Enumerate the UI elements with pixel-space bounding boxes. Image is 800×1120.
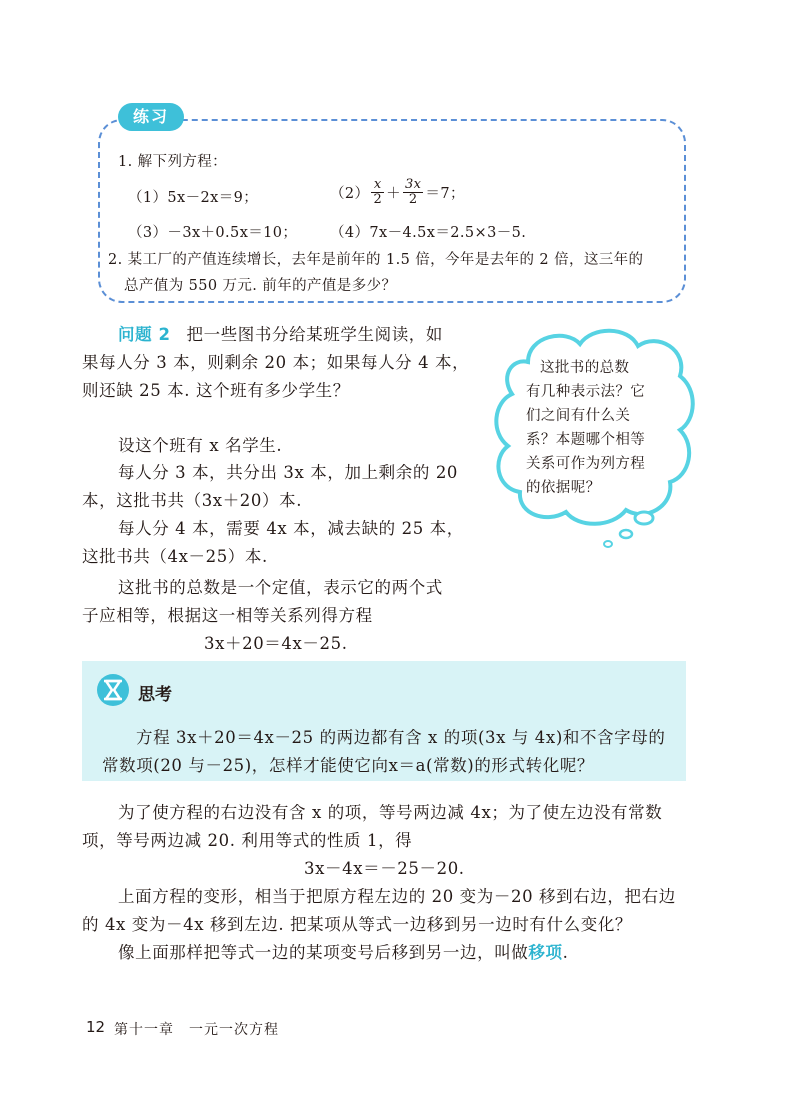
body-p3-prefix: 像上面那样把等式一边的某项变号后移到另一边，叫做 [118, 943, 529, 962]
solution-line5: 这批书共（4x－25）本. [82, 547, 268, 566]
solution-equation: 3x＋20＝4x－25. [204, 634, 348, 653]
eq2-fraction-2 [403, 178, 423, 207]
practice-eq1: （1）5x－2x＝9； [128, 190, 259, 206]
cloud-bubble-3 [604, 541, 612, 547]
cloud-line1: 这批书的总数 [540, 360, 630, 376]
eq2-prefix: （2） [330, 186, 370, 202]
problem2-line1 [118, 321, 443, 345]
eq2-frac1-den: 2 [373, 192, 383, 207]
practice-eq3: （3）－3x＋0.5x＝10； [128, 225, 298, 241]
body-p2-line1: 上面方程的变形，相当于把原方程左边的 20 变为－20 移到右边，把右边 [118, 887, 676, 906]
think-title: 思考 [138, 685, 172, 705]
body-equation2: 3x－4x＝－25－20. [304, 859, 465, 878]
think-line1: 方程 3x＋20＝4x－25 的两边都有含 x 的项(3x 与 4x)和不含字母的 [136, 728, 666, 747]
eq2-frac2-den: 2 [408, 192, 418, 207]
eq2-suffix: ＝7； [425, 186, 465, 202]
problem2-line1-text: 把一些图书分给某班学生阅读，如 [186, 325, 443, 344]
body-p1-line1: 为了使方程的右边没有含 x 的项，等号两边减 4x；为了使左边没有常数 [118, 803, 663, 822]
cloud-bubble-1 [635, 512, 653, 524]
practice-q2-line1: 2. 某工厂的产值连续增长，去年是前年的 1.5 倍，今年是去年的 2 倍，这三年的 [108, 252, 644, 268]
cloud-line2: 有几种表示法？它 [526, 384, 646, 400]
hourglass-icon [96, 673, 130, 707]
cloud-bubble-2 [620, 530, 632, 538]
eq2-frac2-num: 3x [405, 177, 422, 192]
solution-line4: 每人分 4 本，需要 4x 本，减去缺的 25 本， [118, 519, 464, 538]
solution-line1: 设这个班有 x 名学生. [118, 436, 283, 455]
solution-line2: 每人分 3 本，共分出 3x 本，加上剩余的 20 [118, 463, 459, 482]
cloud-line4: 系？本题哪个相等 [526, 432, 646, 448]
cloud-line6: 的依据呢？ [526, 480, 601, 496]
eq2-plus: ＋ [386, 186, 402, 202]
practice-q1-intro: 1. 解下列方程： [118, 154, 228, 170]
problem2-label: 问题 2 [118, 325, 171, 344]
page-number: 12 [86, 1018, 106, 1036]
problem2-line3: 则还缺 25 本. 这个班有多少学生？ [82, 381, 350, 400]
practice-q2-line2: 总产值为 550 万元. 前年的产值是多少？ [124, 278, 397, 294]
practice-eq2 [330, 178, 465, 207]
chapter-title: 第十一章 一元一次方程 [114, 1022, 279, 1038]
cloud-line5: 关系可作为列方程 [526, 456, 646, 472]
body-p1-line2: 项，等号两边减 20. 利用等式的性质 1，得 [82, 831, 413, 850]
body-p3-suffix: . [562, 943, 569, 962]
cloud-line3: 们之间有什么关 [526, 408, 631, 424]
eq2-frac1-num: x [371, 178, 384, 193]
body-p3 [118, 939, 568, 963]
term-transposition: 移项 [528, 943, 563, 962]
practice-tag: 练习 [118, 103, 184, 131]
think-line2: 常数项(20 与－25)，怎样才能使它向x＝a(常数)的形式转化呢？ [102, 756, 595, 775]
solution-line6: 这批书的总数是一个定值，表示它的两个式 [118, 578, 443, 597]
solution-line7: 子应相等，根据这一相等关系列得方程 [82, 606, 373, 625]
solution-line3: 本，这批书共（3x＋20）本. [82, 491, 303, 510]
body-p2-line2: 的 4x 变为－4x 移到左边. 把某项从等式一边移到另一边时有什么变化？ [82, 915, 633, 934]
problem2-line2: 果每人分 3 本，则剩余 20 本；如果每人分 4 本， [82, 353, 470, 372]
eq2-fraction-1 [371, 178, 384, 207]
practice-eq4: （4）7x－4.5x＝2.5×3－5. [330, 225, 527, 241]
